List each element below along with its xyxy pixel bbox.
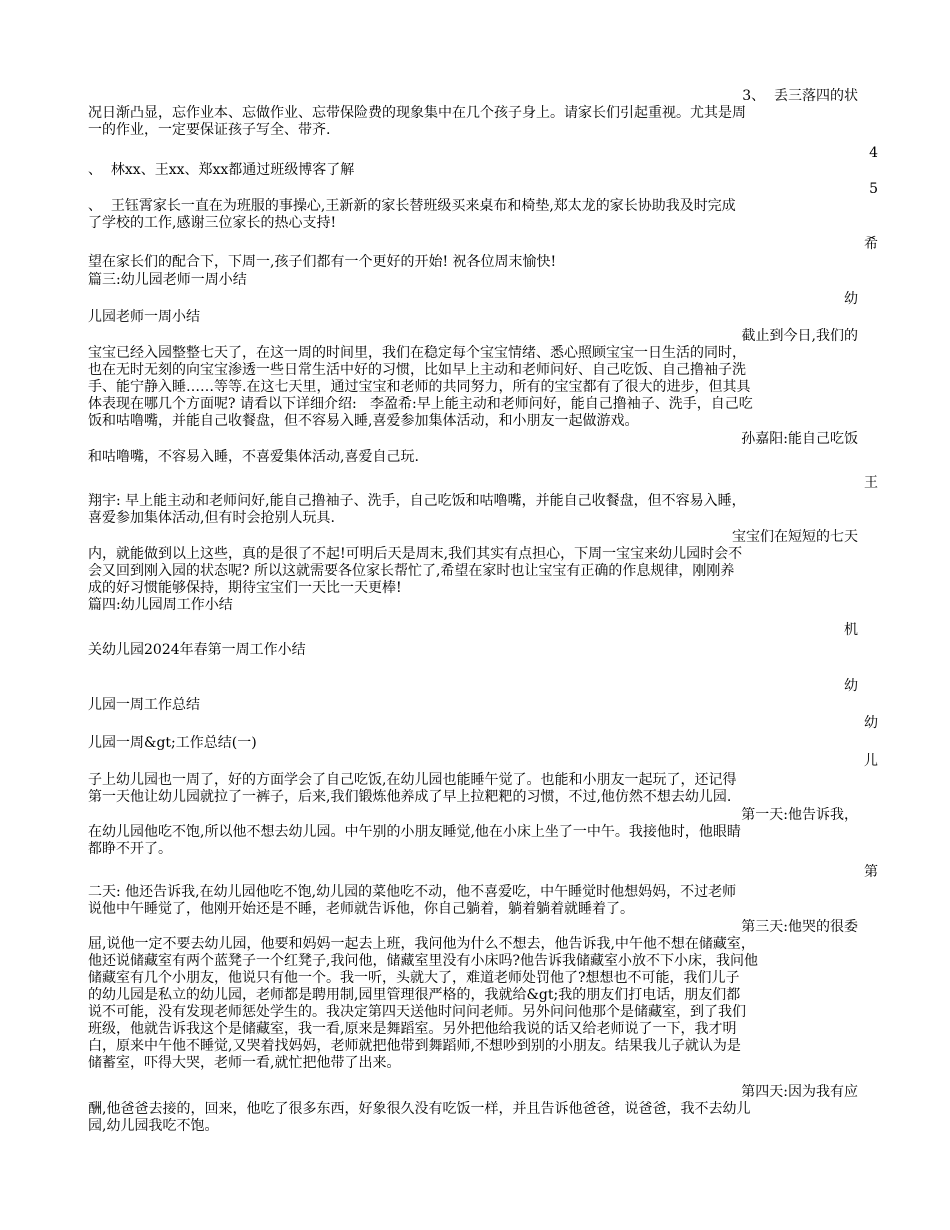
right-aligned-text-line: 机 [844, 622, 858, 638]
right-aligned-text-line: 幼 [844, 291, 858, 307]
text-line: 饭和咕噜嘴，并能自己收餐盘，但不容易入睡,喜爱参加集体活动，和小朋友一起做游戏。 [88, 413, 639, 429]
text-line: 篇四:幼儿园周工作小结 [88, 597, 233, 613]
right-aligned-text-line: 希 [864, 236, 878, 252]
text-line: 屈,说他一定不要去幼儿园，他要和妈妈一起去上班，我问他为什么不想去，他告诉我,中午他不想在储藏室， [88, 936, 755, 952]
text-line: 都睁不开了。 [88, 841, 172, 857]
text-line: 手、能宁静入睡……等等.在这七天里，通过宝宝和老师的共同努力，所有的宝宝都有了很大的进步，但其具 [88, 379, 751, 395]
text-line: 也在无时无刻的向宝宝渗透一些日常生活中好的习惯，比如早上主动和老师问好、自己吃饭、自己撸袖子洗 [88, 362, 746, 378]
text-line: 关幼儿园2024年春第一周工作小结 [88, 642, 306, 658]
right-aligned-text-line: 截止到今日,我们的 [741, 328, 858, 344]
text-line: 成的好习惯能够保持，期待宝宝们一天比一天更棒! [88, 580, 402, 596]
right-aligned-text-line: 儿 [864, 753, 878, 769]
text-line: 园,幼儿园我吃不饱。 [88, 1118, 219, 1134]
right-aligned-text-line: 第 [864, 864, 878, 880]
text-line: 宝宝已经入园整整七天了，在这一周的时间里，我们在稳定每个宝宝情绪、悉心照顾宝宝一日生活的同时， [88, 345, 746, 361]
text-line: 体表现在哪几个方面呢? 请看以下详细介绍: 李盈希:早上能主动和老师问好，能自己撸袖子、洗手，自己吃 [88, 396, 753, 412]
text-line: 翔宇: 早上能主动和老师问好,能自己撸袖子、洗手，自己吃饭和咕噜嘴，并能自己收餐盘，但不容易入睡， [88, 493, 746, 509]
right-aligned-text-line: 第一天:他告诉我， [741, 807, 858, 823]
right-aligned-text-line: 宝宝们在短短的七天 [732, 529, 858, 545]
right-aligned-text-line: 第三天:他哭的很委 [741, 919, 858, 935]
right-aligned-text-line: 3、 丢三落四的状 [742, 88, 858, 104]
text-line: 一的作业，一定要保证孩子写全、带齐. [88, 122, 331, 138]
text-line: 说他中午睡觉了，他刚开始还是不睡，老师就告诉他，你自己躺着，躺着躺着就睡着了。 [88, 901, 634, 917]
text-line: 会又回到刚入园的状态呢? 所以这就需要各位家长帮忙了,希望在家时也让宝宝有正确的作息规律，刚刚养 [88, 563, 735, 579]
text-line: 况日渐凸显，忘作业本、忘做作业、忘带保险费的现象集中在几个孩子身上。请家长们引起重视。尤其是周 [88, 105, 746, 121]
text-line: 内，就能做到以上这些，真的是很了不起!可明后天是周末,我们其实有点担心，下周一宝宝来幼儿园时会不 [88, 546, 743, 562]
right-aligned-text-line: 幼 [864, 715, 878, 731]
text-line: 白，原来中午他不睡觉,又哭着找妈妈，老师就把他带到舞蹈师,不想吵到别的小朋友。结果我儿子就认为是 [88, 1038, 741, 1054]
right-aligned-text-line: 王 [864, 475, 878, 491]
text-line: 储蓄室，吓得大哭，老师一看,就忙把他带了出来。 [88, 1055, 401, 1071]
text-line: 、 林xx、王xx、郑xx都通过班级博客了解 [88, 162, 355, 178]
text-line: 望在家长们的配合下，下周一,孩子们都有一个更好的开始! 祝各位周末愉快! [88, 254, 557, 270]
text-line: 的幼儿园是私立的幼儿园，老师都是聘用制,园里管理很严格的，我就给&gt;我的朋友们打电话，朋友们都 [88, 987, 741, 1003]
text-line: 儿园一周工作总结 [88, 697, 200, 713]
text-line: 储藏室有几个小朋友，他说只有他一个。我一听，头就大了，难道老师处罚他了?想想也不可能，我们儿子 [88, 970, 740, 986]
right-aligned-text-line: 第四天:因为我有应 [741, 1084, 858, 1100]
text-line: 二天: 他还告诉我,在幼儿园他吃不饱,幼儿园的菜他吃不动，他不喜爱吃，中午睡觉时他想妈妈，不过老师 [88, 884, 737, 900]
text-line: 儿园一周&gt;工作总结(一) [88, 735, 257, 751]
text-line: 他还说储藏室有两个蓝凳子一个红凳子,我问他，储藏室里没有小床吗?他告诉我储藏室小放不下小床，我问他 [88, 953, 758, 969]
text-line: 说不可能，没有发现老师惩处学生的。我决定第四天送他时问问老师。另外问问他那个是储藏室，到了我们 [88, 1004, 746, 1020]
text-line: 篇三:幼儿园老师一周小结 [88, 272, 247, 288]
text-line: 子上幼儿园也一周了，好的方面学会了自己吃饭,在幼儿园也能睡午觉了。也能和小朋友一起玩了，还记得 [88, 772, 737, 788]
text-line: 班级，他就告诉我这个是储藏室，我一看,原来是舞蹈室。另外把他给我说的话又给老师说了一下，我才明 [88, 1021, 737, 1037]
text-line: 第一天他让幼儿园就拉了一裤子，后来,我们锻炼他养成了早上拉粑粑的习惯，不过,他仿然不想去幼儿园. [88, 789, 732, 805]
text-line: 了学校的工作,感谢三位家长的热心支持! [88, 215, 337, 231]
right-aligned-text-line: 5 [869, 181, 878, 197]
text-line: 和咕噜嘴，不容易入睡，不喜爱集体活动,喜爱自己玩. [88, 449, 419, 465]
right-aligned-text-line: 孙嘉阳:能自己吃饭 [741, 431, 858, 447]
text-line: 酬,他爸爸去接的，回来，他吃了很多东西，好象很久没有吃饭一样，并且告诉他爸爸，说爸爸，我不去幼儿 [88, 1101, 751, 1117]
text-line: 、 王钰霄家长一直在为班服的事操心,王新新的家长替班级买来桌布和椅垫,郑太龙的家长协助我及时完成 [88, 198, 736, 214]
text-line: 儿园老师一周小结 [88, 309, 200, 325]
text-line: 在幼儿园他吃不饱,所以他不想去幼儿园。中午别的小朋友睡觉,他在小床上坐了一中午。我接他时，他眼睛 [88, 824, 741, 840]
right-aligned-text-line: 幼 [844, 678, 858, 694]
text-line: 喜爱参加集体活动,但有时会抢别人玩具. [88, 510, 335, 526]
right-aligned-text-line: 4 [869, 145, 878, 161]
